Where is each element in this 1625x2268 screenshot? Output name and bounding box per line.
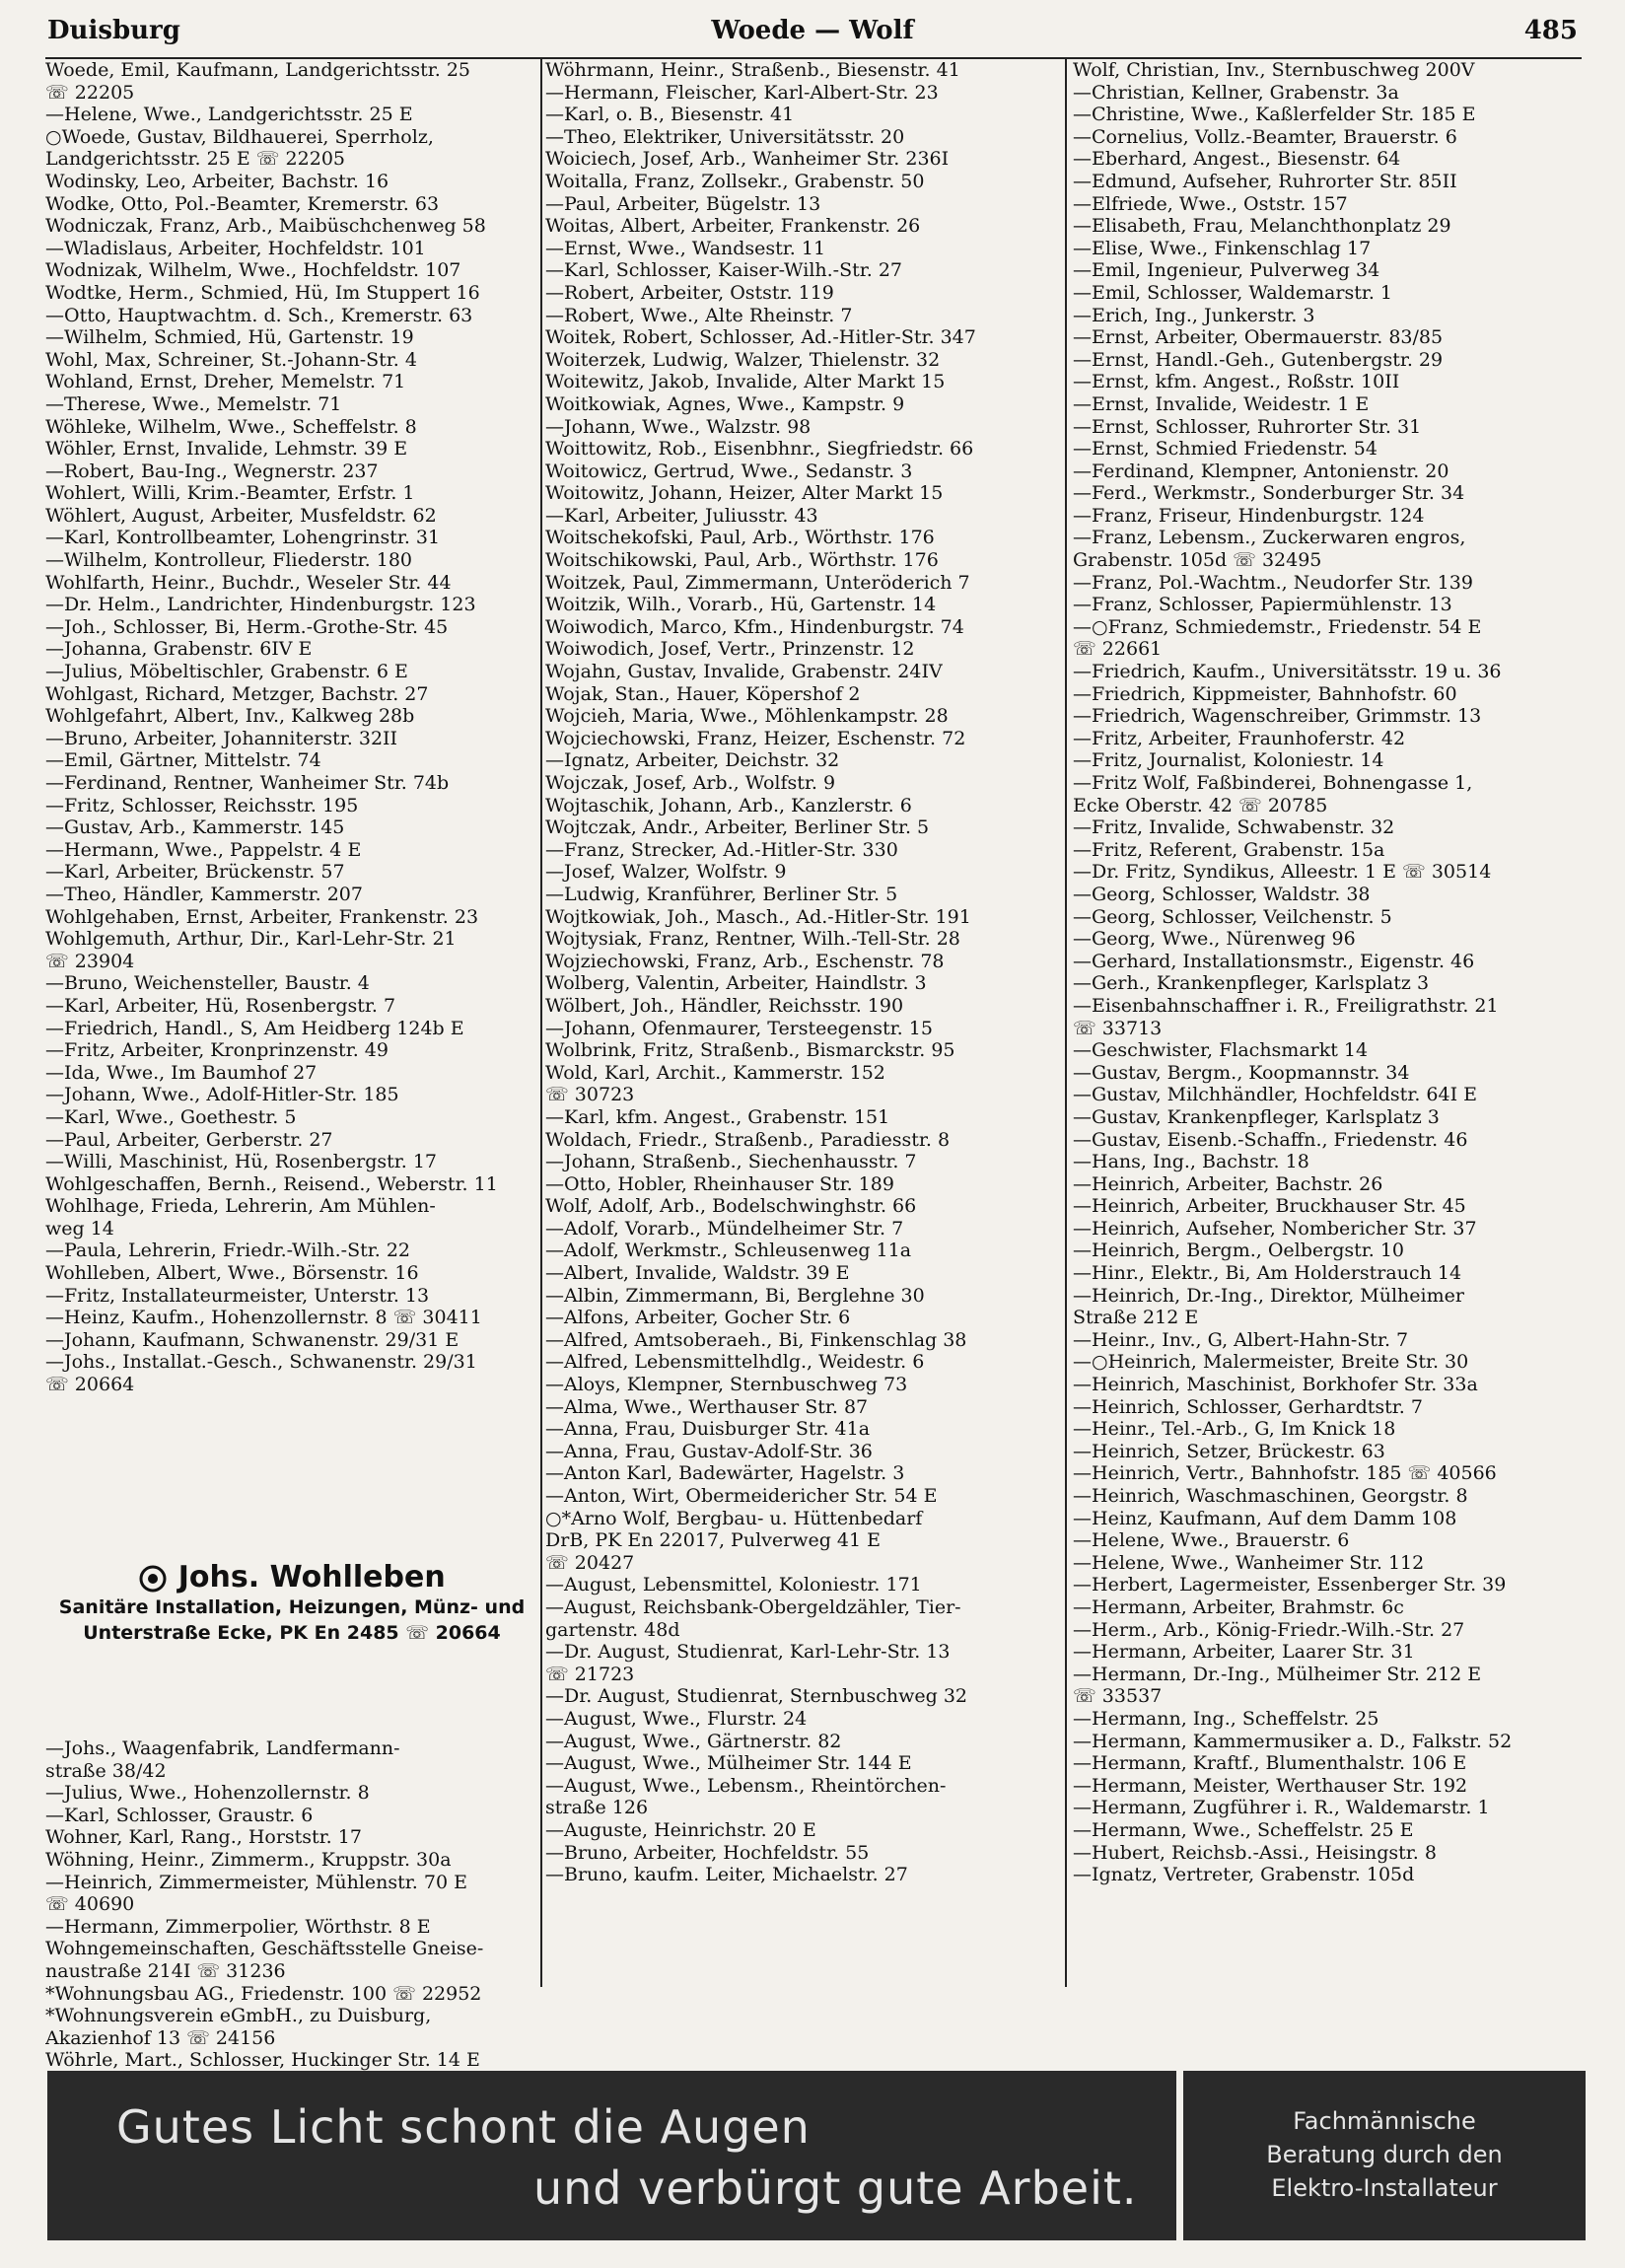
directory-entry: Woiwodich, Josef, Vertr., Prinzenstr. 12 xyxy=(545,638,915,661)
directory-entry: Wöhleke, Wilhelm, Wwe., Scheffelstr. 8 xyxy=(45,415,417,438)
column-3 xyxy=(1073,59,1586,1886)
directory-entry: —Hermann, Kraftf., Blumenthalstr. 106 E xyxy=(1073,1752,1467,1775)
directory-entry: —Ernst, Schmied Friedenstr. 54 xyxy=(1073,438,1378,461)
directory-entry: —Johann, Straßenb., Siechenhausstr. 7 xyxy=(545,1151,917,1173)
directory-entry: ☏ 33537 xyxy=(1073,1685,1163,1708)
directory-entry: Wojziechowski, Franz, Arb., Eschenstr. 78 xyxy=(545,950,945,972)
directory-entry: Wodtke, Herm., Schmied, Hü, Im Stuppert 16 xyxy=(45,281,480,304)
directory-entry: straße 126 xyxy=(545,1797,649,1819)
directory-entry: Wohngemeinschaften, Geschäftsstelle Gneise- xyxy=(45,1938,484,1960)
directory-entry: Woitzek, Paul, Zimmermann, Unteröderich 7 xyxy=(545,571,970,594)
directory-entry: Ecke Oberstr. 42 ☏ 20785 xyxy=(1073,794,1328,816)
banner-right-line-1: Fachmännische xyxy=(1293,2107,1476,2135)
directory-entry: Wold, Karl, Archit., Kammerstr. 152 xyxy=(545,1061,885,1084)
directory-entry: —Eberhard, Angest., Biesenstr. 64 xyxy=(1073,148,1401,171)
directory-entry: —Gerh., Krankenpfleger, Karlsplatz 3 xyxy=(1073,972,1430,995)
directory-entry: —Helene, Wwe., Brauerstr. 6 xyxy=(1073,1529,1350,1552)
directory-entry: Wolf, Christian, Inv., Sternbuschweg 200V xyxy=(1073,59,1475,81)
directory-entry: Woitas, Albert, Arbeiter, Frankenstr. 26 xyxy=(545,215,921,238)
column-divider xyxy=(1065,59,1067,1987)
directory-entry: —Willi, Maschinist, Hü, Rosenbergstr. 17 xyxy=(45,1151,437,1173)
directory-entry: Wöhrmann, Heinr., Straßenb., Biesenstr. 41 xyxy=(545,59,960,81)
directory-entry: —Wilhelm, Kontrolleur, Fliederstr. 180 xyxy=(45,549,413,572)
directory-entry: —Karl, Schlosser, Graustr. 6 xyxy=(45,1804,314,1826)
directory-entry: —Fritz, Journalist, Koloniestr. 14 xyxy=(1073,749,1384,772)
column-2 xyxy=(545,59,1063,1886)
directory-entry: straße 38/42 xyxy=(45,1759,167,1782)
directory-entry: —Karl, Schlosser, Kaiser-Wilh.-Str. 27 xyxy=(545,259,902,282)
directory-entry: —Elise, Wwe., Finkenschlag 17 xyxy=(1073,237,1372,259)
page-header xyxy=(0,0,1625,59)
directory-entry: gartenstr. 48d xyxy=(545,1618,680,1641)
directory-entry: —Ernst, Arbeiter, Obermauerstr. 83/85 xyxy=(1073,326,1444,349)
directory-entry: —Otto, Hauptwachtm. d. Sch., Kremerstr. 63 xyxy=(45,304,473,326)
directory-entry: —August, Wwe., Gärtnerstr. 82 xyxy=(545,1730,842,1752)
directory-entry: —Wladislaus, Arbeiter, Hochfeldstr. 101 xyxy=(45,237,426,259)
directory-entry: —Adolf, Vorarb., Mündelheimer Str. 7 xyxy=(545,1217,904,1240)
banner-line-1: Gutes Licht schont die Augen xyxy=(116,2100,811,2154)
directory-entry: —Aloys, Klempner, Sternbuschweg 73 xyxy=(545,1374,908,1396)
directory-entry: —Johann, Wwe., Walzstr. 98 xyxy=(545,415,812,438)
directory-entry: —Geschwister, Flachsmarkt 14 xyxy=(1073,1039,1369,1062)
directory-entry: —Ernst, Handl.-Geh., Gutenbergstr. 29 xyxy=(1073,348,1444,371)
directory-entry: Straße 212 E xyxy=(1073,1307,1199,1329)
directory-entry: —Hermann, Ing., Scheffelstr. 25 xyxy=(1073,1707,1379,1730)
directory-entry: —Hermann, Meister, Werthauser Str. 192 xyxy=(1073,1774,1468,1797)
column-1 xyxy=(45,59,538,1396)
directory-entry: DrB, PK En 22017, Pulverweg 41 E xyxy=(545,1529,881,1552)
directory-entry: Wöhlert, August, Arbeiter, Musfeldstr. 62 xyxy=(45,504,437,527)
directory-entry: —Gustav, Bergm., Koopmannstr. 34 xyxy=(1073,1061,1410,1084)
directory-entry: Woittowitz, Rob., Eisenbhnr., Siegfriedstr. 66 xyxy=(545,438,974,461)
directory-entry: —Paul, Arbeiter, Bügelstr. 13 xyxy=(545,192,821,215)
directory-entry: —Helene, Wwe., Wanheimer Str. 112 xyxy=(1073,1551,1425,1574)
directory-entry: Wodke, Otto, Pol.-Beamter, Kremerstr. 63 xyxy=(45,192,440,215)
directory-entry: Wöhler, Ernst, Invalide, Lehmstr. 39 E xyxy=(45,438,408,461)
directory-entry: —Hermann, Arbeiter, Brahmstr. 6c xyxy=(1073,1595,1404,1618)
directory-entry: Wojcieh, Maria, Wwe., Möhlenkampstr. 28 xyxy=(545,705,949,728)
directory-entry: Wolf, Adolf, Arb., Bodelschwinghstr. 66 xyxy=(545,1195,917,1218)
directory-entry: —Karl, kfm. Angest., Grabenstr. 151 xyxy=(545,1105,890,1128)
directory-entry: —Cornelius, Vollz.-Beamter, Brauerstr. 6 xyxy=(1073,125,1457,148)
directory-entry: —Fritz, Invalide, Schwabenstr. 32 xyxy=(1073,816,1395,839)
directory-entry: Wojtkowiak, Joh., Masch., Ad.-Hitler-Str. 191 xyxy=(545,905,971,928)
directory-entry: Woitalla, Franz, Zollsekr., Grabenstr. 50 xyxy=(545,170,925,192)
directory-entry: —Dr. Helm., Landrichter, Hindenburgstr. 123 xyxy=(45,594,476,616)
directory-entry: —Christian, Kellner, Grabenstr. 3a xyxy=(1073,81,1399,104)
directory-entry: —August, Wwe., Mülheimer Str. 144 E xyxy=(545,1752,912,1775)
directory-entry: ☏ 40690 xyxy=(45,1893,135,1916)
directory-entry: —Karl, Arbeiter, Brückenstr. 57 xyxy=(45,861,345,884)
directory-entry: —Anna, Frau, Gustav-Adolf-Str. 36 xyxy=(545,1440,873,1462)
directory-entry: —Heinz, Kaufmann, Auf dem Damm 108 xyxy=(1073,1507,1457,1529)
directory-entry: Wojtczak, Andr., Arbeiter, Berliner Str. 5 xyxy=(545,816,930,839)
directory-entry: Wöhrle, Mart., Schlosser, Huckinger Str. 14 E xyxy=(45,2049,480,2072)
directory-entry: —Ida, Wwe., Im Baumhof 27 xyxy=(45,1061,318,1084)
directory-entry: —Otto, Hobler, Rheinhauser Str. 189 xyxy=(545,1172,894,1195)
directory-entry: Wohl, Max, Schreiner, St.-Johann-Str. 4 xyxy=(45,348,417,371)
directory-entry: —Gustav, Arb., Kammerstr. 145 xyxy=(45,816,345,839)
directory-entry: —Emil, Gärtner, Mittelstr. 74 xyxy=(45,749,321,772)
directory-entry: Woitschikowski, Paul, Arb., Wörthstr. 176 xyxy=(545,549,939,572)
directory-entry: —Friedrich, Wagenschreiber, Grimmstr. 13 xyxy=(1073,705,1482,728)
directory-entry: —Karl, Wwe., Goethestr. 5 xyxy=(45,1105,297,1128)
directory-entry: —Johs., Waagenfabrik, Landfermann- xyxy=(45,1737,400,1759)
directory-entry: —Karl, Arbeiter, Hü, Rosenbergstr. 7 xyxy=(45,994,396,1017)
directory-entry: —Fritz Wolf, Faßbinderei, Bohnengasse 1, xyxy=(1073,772,1473,794)
directory-entry: Woitek, Robert, Schlosser, Ad.-Hitler-Str. 347 xyxy=(545,326,976,349)
directory-entry: —Heinz, Kaufm., Hohenzollernstr. 8 ☏ 30411 xyxy=(45,1307,482,1329)
directory-entry: Wöhning, Heinr., Zimmerm., Kruppstr. 30a xyxy=(45,1848,452,1871)
directory-entry: Wohlgast, Richard, Metzger, Bachstr. 27 xyxy=(45,682,429,705)
ad-line-1: Sanitäre Installation, Heizungen, Münz- und xyxy=(58,1596,526,1618)
directory-entry: Wohner, Karl, Rang., Horststr. 17 xyxy=(45,1826,362,1849)
directory-entry: —Johann, Kaufmann, Schwanenstr. 29/31 E xyxy=(45,1328,459,1351)
directory-entry: Akazienhof 13 ☏ 24156 xyxy=(45,2026,276,2049)
directory-entry: —○Franz, Schmiedemstr., Friedenstr. 54 E xyxy=(1073,615,1482,638)
banner-line-2: und verbürgt gute Arbeit. xyxy=(533,2162,1138,2215)
directory-entry: —Helene, Wwe., Landgerichtsstr. 25 E xyxy=(45,104,413,126)
footer-banner xyxy=(47,2071,1586,2240)
directory-entry: —Hans, Ing., Bachstr. 18 xyxy=(1073,1151,1309,1173)
directory-entry: —Theo, Händler, Kammerstr. 207 xyxy=(45,883,363,905)
header-city: Duisburg xyxy=(47,16,180,45)
directory-entry: —Dr. August, Studienrat, Karl-Lehr-Str. 13 xyxy=(545,1641,951,1664)
directory-entry: weg 14 xyxy=(45,1217,114,1240)
directory-entry: Wohlfarth, Heinr., Buchdr., Weseler Str. 44 xyxy=(45,571,452,594)
directory-entry: —Heinr., Inv., G, Albert-Hahn-Str. 7 xyxy=(1073,1328,1409,1351)
directory-entry: ☏ 22661 xyxy=(1073,638,1163,661)
directory-entry: —Karl, Arbeiter, Juliusstr. 43 xyxy=(545,504,818,527)
directory-entry: —Paul, Arbeiter, Gerberstr. 27 xyxy=(45,1128,333,1151)
directory-entry: —Ludwig, Kranführer, Berliner Str. 5 xyxy=(545,883,898,905)
directory-entry: —Hermann, Zimmerpolier, Wörthstr. 8 E xyxy=(45,1915,431,1938)
directory-entry: —Georg, Wwe., Nürenweg 96 xyxy=(1073,928,1356,951)
directory-entry: —Johs., Installat.-Gesch., Schwanenstr. 29/31 xyxy=(45,1351,477,1374)
directory-entry: Woiterzek, Ludwig, Walzer, Thielenstr. 32 xyxy=(545,348,941,371)
directory-entry: —Ferdinand, Klempner, Antonienstr. 20 xyxy=(1073,460,1449,482)
directory-entry: ☏ 21723 xyxy=(545,1663,635,1685)
directory-entry: —Alfred, Lebensmittelhdlg., Weidestr. 6 xyxy=(545,1351,925,1374)
directory-entry: ☏ 33713 xyxy=(1073,1017,1163,1039)
directory-entry: —Karl, o. B., Biesenstr. 41 xyxy=(545,104,795,126)
directory-entry: —Ignatz, Vertreter, Grabenstr. 105d xyxy=(1073,1864,1415,1886)
directory-entry: —Robert, Bau-Ing., Wegnerstr. 237 xyxy=(45,460,379,482)
directory-entry: —Emil, Ingenieur, Pulverweg 34 xyxy=(1073,259,1380,282)
directory-entry: —Heinrich, Waschmaschinen, Georgstr. 8 xyxy=(1073,1485,1468,1507)
directory-entry: Woldach, Friedr., Straßenb., Paradiesstr. 8 xyxy=(545,1128,951,1151)
directory-entry: Wohlhage, Frieda, Lehrerin, Am Mühlen- xyxy=(45,1195,436,1218)
directory-entry: —Ferdinand, Rentner, Wanheimer Str. 74b xyxy=(45,772,450,794)
directory-entry: —Bruno, Arbeiter, Johanniterstr. 32II xyxy=(45,727,398,749)
directory-entry: —Hermann, Wwe., Scheffelstr. 25 E xyxy=(1073,1818,1414,1841)
directory-entry: ☏ 22205 xyxy=(45,81,135,104)
directory-entry: Wojak, Stan., Hauer, Köpershof 2 xyxy=(545,682,861,705)
directory-entry: —August, Reichsbank-Obergeldzähler, Tier- xyxy=(545,1595,961,1618)
directory-entry: —Therese, Wwe., Memelstr. 71 xyxy=(45,392,342,415)
directory-entry: —Gerhard, Installationsmstr., Eigenstr. 46 xyxy=(1073,950,1475,972)
directory-entry: —Franz, Strecker, Ad.-Hitler-Str. 330 xyxy=(545,838,898,861)
directory-entry: —Julius, Möbeltischler, Grabenstr. 6 E xyxy=(45,661,408,683)
ad-line-2: Unterstraße Ecke, PK En 2485 ☏ 20664 xyxy=(83,1622,501,1644)
directory-entry: —Friedrich, Kaufm., Universitätsstr. 19 u. 36 xyxy=(1073,661,1502,683)
directory-entry: ☏ 20427 xyxy=(545,1551,635,1574)
directory-entry: —Johann, Ofenmaurer, Tersteegenstr. 15 xyxy=(545,1017,933,1039)
directory-entry: —Auguste, Heinrichstr. 20 E xyxy=(545,1818,816,1841)
directory-entry: —Hermann, Fleischer, Karl-Albert-Str. 23 xyxy=(545,81,939,104)
directory-entry: Wolberg, Valentin, Arbeiter, Haindlstr. 3 xyxy=(545,972,927,995)
directory-entry: —Hermann, Arbeiter, Laarer Str. 31 xyxy=(1073,1641,1415,1664)
directory-entry: Wohlgeschaffen, Bernh., Reisend., Weberstr. 11 xyxy=(45,1172,498,1195)
directory-entry: —Hermann, Dr.-Ing., Mülheimer Str. 212 E xyxy=(1073,1663,1482,1685)
directory-entry: —Heinrich, Maschinist, Borkhofer Str. 33a xyxy=(1073,1374,1478,1396)
directory-entry: —Christine, Wwe., Kaßlerfelder Str. 185 E xyxy=(1073,104,1476,126)
directory-entry: Wodnizak, Wilhelm, Wwe., Hochfeldstr. 107 xyxy=(45,259,461,282)
directory-entry: —Anton Karl, Badewärter, Hagelstr. 3 xyxy=(545,1462,905,1485)
directory-entry: —Robert, Wwe., Alte Rheinstr. 7 xyxy=(545,304,853,326)
directory-entry: ☏ 30723 xyxy=(545,1084,635,1106)
ad-title xyxy=(45,1560,538,1595)
directory-entry: Wojahn, Gustav, Invalide, Grabenstr. 24IV xyxy=(545,661,943,683)
directory-entry: —Emil, Schlosser, Waldemarstr. 1 xyxy=(1073,281,1393,304)
directory-entry: —Heinrich, Schlosser, Gerhardtstr. 7 xyxy=(1073,1395,1423,1418)
directory-entry: Wohlgefahrt, Albert, Inv., Kalkweg 28b xyxy=(45,705,415,728)
header-range: Woede — Wolf xyxy=(711,16,914,45)
directory-entry: —Friedrich, Kippmeister, Bahnhofstr. 60 xyxy=(1073,682,1457,705)
directory-entry: Wojtaschik, Johann, Arb., Kanzlerstr. 6 xyxy=(545,794,912,816)
directory-entry: —Heinrich, Setzer, Brückestr. 63 xyxy=(1073,1440,1385,1462)
directory-entry: —Elfriede, Wwe., Oststr. 157 xyxy=(1073,192,1348,215)
directory-entry: Landgerichtsstr. 25 E ☏ 22205 xyxy=(45,148,345,171)
directory-entry: —Hinr., Elektr., Bi, Am Holderstrauch 14 xyxy=(1073,1262,1462,1285)
directory-entry: —Gustav, Milchhändler, Hochfeldstr. 64I E xyxy=(1073,1084,1477,1106)
directory-entry: —Herbert, Lagermeister, Essenberger Str. 39 xyxy=(1073,1574,1507,1596)
directory-entry: —Karl, Kontrollbeamter, Lohengrinstr. 31 xyxy=(45,527,441,549)
directory-entry: —Fritz, Arbeiter, Kronprinzenstr. 49 xyxy=(45,1039,389,1062)
directory-entry: —Franz, Pol.-Wachtm., Neudorfer Str. 139 xyxy=(1073,571,1473,594)
directory-entry: —August, Wwe., Lebensm., Rheintörchen- xyxy=(545,1774,947,1797)
directory-entry: —Theo, Elektriker, Universitätsstr. 20 xyxy=(545,125,905,148)
directory-entry: —Johanna, Grabenstr. 6IV E xyxy=(45,638,313,661)
directory-entry: —Johann, Wwe., Adolf-Hitler-Str. 185 xyxy=(45,1084,399,1106)
directory-entry: —Franz, Friseur, Hindenburgstr. 124 xyxy=(1073,504,1425,527)
directory-entry: —Fritz, Installateurmeister, Unterstr. 13 xyxy=(45,1284,430,1307)
directory-entry: Wojtysiak, Franz, Rentner, Wilh.-Tell-Str. 28 xyxy=(545,928,960,951)
directory-entry: Wohlgehaben, Ernst, Arbeiter, Frankenstr. 23 xyxy=(45,905,479,928)
directory-entry: —Gustav, Eisenb.-Schaffn., Friedenstr. 46 xyxy=(1073,1128,1468,1151)
directory-entry: —Adolf, Werkmstr., Schleusenweg 11a xyxy=(545,1240,912,1262)
directory-entry: Woitschekofski, Paul, Arb., Wörthstr. 176 xyxy=(545,527,935,549)
directory-entry: —Franz, Schlosser, Papiermühlenstr. 13 xyxy=(1073,594,1452,616)
directory-entry: —Edmund, Aufseher, Ruhrorter Str. 85II xyxy=(1073,170,1457,192)
directory-entry: —Albin, Zimmermann, Bi, Berglehne 30 xyxy=(545,1284,925,1307)
directory-entry: Woiciech, Josef, Arb., Wanheimer Str. 236I xyxy=(545,148,950,171)
directory-entry: —Hermann, Zugführer i. R., Waldemarstr. 1 xyxy=(1073,1797,1490,1819)
directory-entry: Woitowitz, Johann, Heizer, Alter Markt 15 xyxy=(545,482,944,505)
directory-entry: Grabenstr. 105d ☏ 32495 xyxy=(1073,549,1322,572)
directory-entry: —Albert, Invalide, Waldstr. 39 E xyxy=(545,1262,850,1285)
directory-entry: Wohlgemuth, Arthur, Dir., Karl-Lehr-Str. 21 xyxy=(45,928,457,951)
directory-entry: —Ignatz, Arbeiter, Deichstr. 32 xyxy=(545,749,840,772)
directory-entry: —Heinrich, Bergm., Oelbergstr. 10 xyxy=(1073,1240,1405,1262)
directory-entry: —Ernst, Wwe., Wandsestr. 11 xyxy=(545,237,826,259)
ad-title-text: Johs. Wohlleben xyxy=(177,1560,446,1595)
directory-entry: —Paula, Lehrerin, Friedr.-Wilh.-Str. 22 xyxy=(45,1240,410,1262)
directory-entry: —Heinrich, Arbeiter, Bachstr. 26 xyxy=(1073,1172,1383,1195)
directory-entry: —Heinrich, Zimmermeister, Mühlenstr. 70 E xyxy=(45,1871,467,1893)
directory-entry: —Anna, Frau, Duisburger Str. 41a xyxy=(545,1418,871,1441)
column-divider xyxy=(540,59,542,1987)
directory-entry: Woitewitz, Jakob, Invalide, Alter Markt 15 xyxy=(545,371,946,393)
directory-entry: —Julius, Wwe., Hohenzollernstr. 8 xyxy=(45,1782,370,1805)
directory-entry: —Heinrich, Aufseher, Nombericher Str. 37 xyxy=(1073,1217,1477,1240)
directory-entry: —Alfons, Arbeiter, Gocher Str. 6 xyxy=(545,1307,851,1329)
directory-entry: —Alfred, Amtsoberaeh., Bi, Finkenschlag 38 xyxy=(545,1328,967,1351)
directory-entry: Wodinsky, Leo, Arbeiter, Bachstr. 16 xyxy=(45,170,389,192)
directory-entry: ○Woede, Gustav, Bildhauerei, Sperrholz, xyxy=(45,125,434,148)
directory-entry: —Hermann, Wwe., Pappelstr. 4 E xyxy=(45,838,362,861)
directory-entry: ☏ 23904 xyxy=(45,950,135,972)
directory-entry: —Fritz, Arbeiter, Fraunhoferstr. 42 xyxy=(1073,727,1406,749)
directory-entry: Wohlert, Willi, Krim.-Beamter, Erfstr. 1 xyxy=(45,482,415,505)
directory-entry: —Bruno, Arbeiter, Hochfeldstr. 55 xyxy=(545,1841,870,1864)
banner-advice-box xyxy=(1183,2071,1586,2240)
banner-right-line-2: Beratung durch den xyxy=(1266,2141,1503,2168)
directory-entry: —August, Lebensmittel, Koloniestr. 171 xyxy=(545,1574,922,1596)
directory-entry: *Wohnungsbau AG., Friedenstr. 100 ☏ 22952 xyxy=(45,1982,482,2005)
directory-entry: *Wohnungsverein eGmbH., zu Duisburg, xyxy=(45,2005,432,2027)
directory-entry: —Bruno, Weichensteller, Baustr. 4 xyxy=(45,972,370,995)
directory-entry: —Ernst, kfm. Angest., Roßstr. 10II xyxy=(1073,371,1400,393)
directory-entry: —Herm., Arb., König-Friedr.-Wilh.-Str. 27 xyxy=(1073,1618,1465,1641)
directory-entry: —○Heinrich, Malermeister, Breite Str. 30 xyxy=(1073,1351,1469,1374)
directory-entry: —Bruno, kaufm. Leiter, Michaelstr. 27 xyxy=(545,1864,908,1886)
directory-entry: —Heinrich, Vertr., Bahnhofstr. 185 ☏ 40566 xyxy=(1073,1462,1497,1485)
directory-entry: —Hermann, Kammermusiker a. D., Falkstr. 52 xyxy=(1073,1730,1513,1752)
directory-entry: —Ferd., Werkmstr., Sonderburger Str. 34 xyxy=(1073,482,1465,505)
directory-entry: Wojczak, Josef, Arb., Wolfstr. 9 xyxy=(545,772,836,794)
directory-entry: —Eisenbahnschaffner i. R., Freiligrathstr. 21 xyxy=(1073,994,1499,1017)
directory-entry: Wodniczak, Franz, Arb., Maibüschchenweg 58 xyxy=(45,215,486,238)
directory-entry: —Heinrich, Dr.-Ing., Direktor, Mülheimer xyxy=(1073,1284,1464,1307)
directory-entry: Woitkowiak, Agnes, Wwe., Kampstr. 9 xyxy=(545,392,905,415)
directory-entry: —Georg, Schlosser, Waldstr. 38 xyxy=(1073,883,1371,905)
lamp-logo-icon xyxy=(138,1564,168,1594)
directory-entry: Woitzik, Wilh., Vorarb., Hü, Gartenstr. 14 xyxy=(545,594,937,616)
directory-entry: naustraße 214I ☏ 31236 xyxy=(45,1959,286,1982)
directory-entry: Woitowicz, Gertrud, Wwe., Sedanstr. 3 xyxy=(545,460,913,482)
page-number: 485 xyxy=(1523,16,1578,45)
banner-right-line-3: Elektro-Installateur xyxy=(1271,2174,1498,2202)
directory-entry: —Elisabeth, Frau, Melanchthonplatz 29 xyxy=(1073,215,1451,238)
advertisement-wohlleben xyxy=(45,1560,538,1718)
directory-entry: ☏ 20664 xyxy=(45,1374,135,1396)
directory-entry: —Hubert, Reichsb.-Assi., Heisingstr. 8 xyxy=(1073,1841,1437,1864)
directory-entry: Wohland, Ernst, Dreher, Memelstr. 71 xyxy=(45,371,406,393)
directory-entry: Wohlleben, Albert, Wwe., Börsenstr. 16 xyxy=(45,1262,419,1285)
directory-entry: —Gustav, Krankenpfleger, Karlsplatz 3 xyxy=(1073,1105,1440,1128)
directory-entry: —Alma, Wwe., Werthauser Str. 87 xyxy=(545,1395,869,1418)
directory-entry: —Heinr., Tel.-Arb., G, Im Knick 18 xyxy=(1073,1418,1396,1441)
directory-entry: —Franz, Lebensm., Zuckerwaren engros, xyxy=(1073,527,1466,549)
directory-entry: —Fritz, Schlosser, Reichsstr. 195 xyxy=(45,794,359,816)
directory-entry: —Dr. Fritz, Syndikus, Alleestr. 1 E ☏ 30514 xyxy=(1073,861,1492,884)
directory-entry: Woiwodich, Marco, Kfm., Hindenburgstr. 74 xyxy=(545,615,964,638)
directory-entry: Wolbrink, Fritz, Straßenb., Bismarckstr. 95 xyxy=(545,1039,955,1062)
directory-entry: —Dr. August, Studienrat, Sternbuschweg 32 xyxy=(545,1685,967,1708)
directory-entry: —Joh., Schlosser, Bi, Herm.-Grothe-Str. 45 xyxy=(45,615,449,638)
directory-entry: Wölbert, Joh., Händler, Reichsstr. 190 xyxy=(545,994,904,1017)
banner-slogan-box xyxy=(47,2071,1176,2240)
column-1-continued xyxy=(45,1737,538,2072)
directory-entry: —Wilhelm, Schmied, Hü, Gartenstr. 19 xyxy=(45,326,414,349)
directory-entry: —August, Wwe., Flurstr. 24 xyxy=(545,1707,808,1730)
directory-entry: ○*Arno Wolf, Bergbau- u. Hüttenbedarf xyxy=(545,1507,923,1529)
directory-entry: —Friedrich, Handl., S, Am Heidberg 124b E xyxy=(45,1017,464,1039)
directory-entry: —Ernst, Schlosser, Ruhrorter Str. 31 xyxy=(1073,415,1422,438)
directory-entry: —Fritz, Referent, Grabenstr. 15a xyxy=(1073,838,1385,861)
directory-entry: —Josef, Walzer, Wolfstr. 9 xyxy=(545,861,787,884)
directory-entry: —Heinrich, Arbeiter, Bruckhauser Str. 45 xyxy=(1073,1195,1466,1218)
directory-entry: —Anton, Wirt, Obermeidericher Str. 54 E xyxy=(545,1485,938,1507)
directory-entry: —Erich, Ing., Junkerstr. 3 xyxy=(1073,304,1315,326)
directory-entry: Wojciechowski, Franz, Heizer, Eschenstr. 72 xyxy=(545,727,966,749)
directory-entry: —Ernst, Invalide, Weidestr. 1 E xyxy=(1073,392,1370,415)
directory-entry: —Georg, Schlosser, Veilchenstr. 5 xyxy=(1073,905,1392,928)
directory-entry: —Robert, Arbeiter, Oststr. 119 xyxy=(545,281,834,304)
directory-entry: Woede, Emil, Kaufmann, Landgerichtsstr. 25 xyxy=(45,59,471,81)
